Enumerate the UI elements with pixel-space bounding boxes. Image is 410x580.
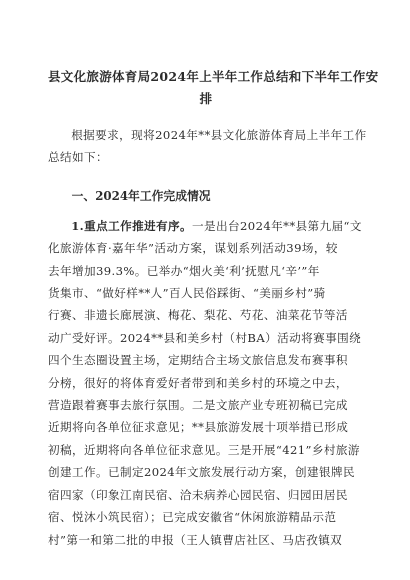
intro-paragraph (48, 124, 367, 169)
body-line: 去年增加39.3%。已举办“烟火美‘利’抚慰凡‘辛’”年 (48, 263, 320, 278)
body-line: 行赛、非遗长廊展演、梅花、梨花、芍花、油菜花节等活 (48, 308, 348, 323)
intro-line: 根据要求，现将2024年**县文化旅游体育局上半年工作 (71, 128, 367, 142)
item1-first-line (48, 215, 364, 237)
body-line: 初稿，近期将向各单位征求意见。三是开展“421”乡村旅游 (48, 442, 360, 457)
body-line: 动广受好评。2024**县和美乡村（村BA）活动将赛事围绕 (48, 330, 362, 345)
body-line: 化旅游体育·嘉年华”活动方案，谋划系列活动39场，较 (48, 241, 338, 256)
body-line: 四个生态圈设置主场，定期结合主场文旅信息发布赛事积 (48, 353, 348, 368)
body-line: 营造跟着赛事去旅行氛围。二是文旅产业专班初稿已完成 (48, 398, 348, 413)
body-line: 村”第一和第二批的申报（王人镇曹店社区、马店孜镇双 (48, 532, 343, 547)
title-line-1: 县文化旅游体育局2024年上半年工作总结和下半年工作安 (48, 69, 379, 84)
body-line: 宿、悦沐小筑民宿）；已完成安徽省“休闲旅游精品示范 (48, 510, 337, 525)
body-line: 创建工作。已制定2024年文旅发展行动方案，创建银牌民 (48, 465, 355, 480)
item1-first-rest: 一是出台2024年**县第九届“文 (192, 218, 362, 233)
section-heading: 一、2024年工作完成情况 (71, 188, 211, 203)
item1-lead: 1.重点工作推进有序。 (71, 218, 193, 233)
item1-paragraph (48, 215, 364, 551)
body-line: 宿四家（印象江南民宿、洽未病养心园民宿、归园田居民 (48, 487, 348, 502)
document-title (48, 66, 379, 110)
title-line-2: 排 (199, 91, 213, 106)
body-line: 分榜，很好的将体育爱好者带到和美乡村的环境之中去， (48, 375, 348, 390)
body-line: 货集市、“做好样**人”百人民俗踩街、“美丽乡村”骑 (48, 286, 326, 301)
body-line: 近期将向各单位征求意见；**县旅游发展十项举措已形成 (48, 420, 349, 435)
intro-line: 总结如下： (48, 150, 108, 165)
